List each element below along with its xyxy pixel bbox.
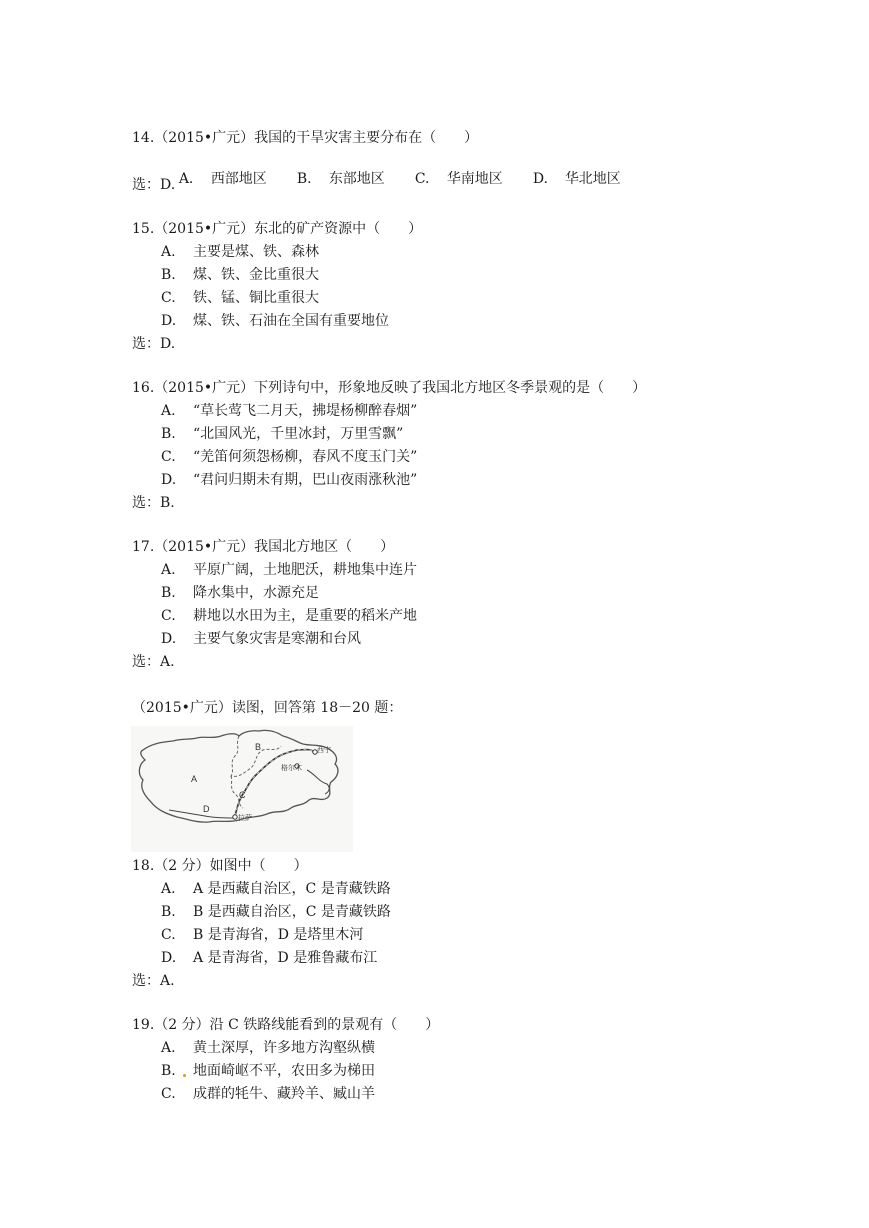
question-18-option-d: D. A 是青海省，D 是雅鲁藏布江 bbox=[161, 950, 378, 966]
question-15-stem: 15.（2015•广元）东北的矿产资源中（ ） bbox=[132, 221, 423, 237]
question-15-option-c: C. 铁、锰、铜比重很大 bbox=[161, 290, 319, 306]
map-label-golmud: 格尔木 bbox=[281, 764, 302, 772]
question-14-answer: 选：D. bbox=[132, 177, 176, 193]
question-16-answer: 选：B. bbox=[132, 495, 175, 511]
question-17-option-d: D. 主要气象灾害是寒潮和台风 bbox=[161, 631, 361, 647]
city-lhasa-marker bbox=[233, 815, 237, 819]
question-19-stem: 19.（2 分）沿 C 铁路线能看到的景观有（ ） bbox=[132, 1017, 440, 1033]
question-15-answer: 选：D. bbox=[132, 336, 176, 352]
question-15-option-a: A. 主要是煤、铁、森林 bbox=[161, 244, 319, 260]
question-17-stem: 17.（2015•广元）我国北方地区（ ） bbox=[132, 539, 395, 555]
stray-dot bbox=[183, 1074, 186, 1077]
railway-line bbox=[235, 750, 315, 817]
question-17-option-a: A. 平原广阔，土地肥沃，耕地集中连片 bbox=[161, 562, 417, 578]
question-19-option-b: B. 地面崎岖不平，农田多为梯田 bbox=[161, 1063, 375, 1079]
option-b: B. 东部地区 bbox=[296, 171, 385, 187]
question-14-options bbox=[161, 152, 621, 206]
question-18-stem: 18.（2 分）如图中（ ） bbox=[132, 858, 308, 874]
question-16-option-d: D. “君问归期未有期，巴山夜雨涨秋池” bbox=[161, 472, 418, 488]
question-17-option-c: C. 耕地以水田为主，是重要的稻米产地 bbox=[161, 608, 417, 624]
question-18-answer: 选：A. bbox=[132, 973, 175, 989]
map-label-xining: 西宁 bbox=[317, 746, 331, 754]
river-right bbox=[307, 770, 329, 794]
question-15-option-d: D. 煤、铁、石油在全国有重要地位 bbox=[161, 313, 389, 329]
map-label-lhasa: 拉萨 bbox=[238, 814, 252, 822]
map-label-a: A bbox=[191, 774, 198, 784]
question-17-option-b: B. 降水集中，水源充足 bbox=[161, 585, 319, 601]
question-19-option-c: C. 成群的牦牛、藏羚羊、臧山羊 bbox=[161, 1086, 375, 1102]
option-c: C. 华南地区 bbox=[414, 171, 503, 187]
question-14-stem: 14.（2015•广元）我国的干旱灾害主要分布在（ ） bbox=[132, 130, 479, 146]
question-16-option-b: B. “北国风光，千里冰封，万里雪飘” bbox=[161, 426, 404, 442]
region-outline bbox=[139, 730, 338, 822]
map-label-b: B bbox=[255, 742, 262, 752]
map-figure-svg bbox=[131, 726, 353, 852]
question-16-option-a: A. “草长莺飞二月天，拂堤杨柳醉春烟” bbox=[161, 403, 418, 419]
option-a: A. 西部地区 bbox=[178, 171, 267, 187]
question-17-answer: 选：A. bbox=[132, 654, 175, 670]
question-16-stem: 16.（2015•广元）下列诗句中，形象地反映了我国北方地区冬季景观的是（ ） bbox=[132, 380, 647, 396]
question-15-option-b: B. 煤、铁、金比重很大 bbox=[161, 267, 319, 283]
question-19-option-a: A. 黄土深厚，许多地方沟壑纵横 bbox=[161, 1040, 375, 1056]
map-question-intro: （2015•广元）读图，回答第 18－20 题： bbox=[132, 700, 403, 716]
option-d: D. 华北地区 bbox=[532, 171, 621, 187]
map-label-c: C bbox=[239, 790, 246, 800]
qinghai-tibet-map bbox=[131, 726, 353, 852]
question-18-option-b: B. B 是西藏自治区，C 是青藏铁路 bbox=[161, 904, 391, 920]
question-16-option-c: C. “羌笛何须怨杨柳，春风不度玉门关” bbox=[161, 449, 418, 465]
map-label-d: D bbox=[203, 804, 210, 814]
question-18-option-c: C. B 是青海省，D 是塔里木河 bbox=[161, 927, 364, 943]
question-18-option-a: A. A 是西藏自治区，C 是青藏铁路 bbox=[161, 881, 391, 897]
